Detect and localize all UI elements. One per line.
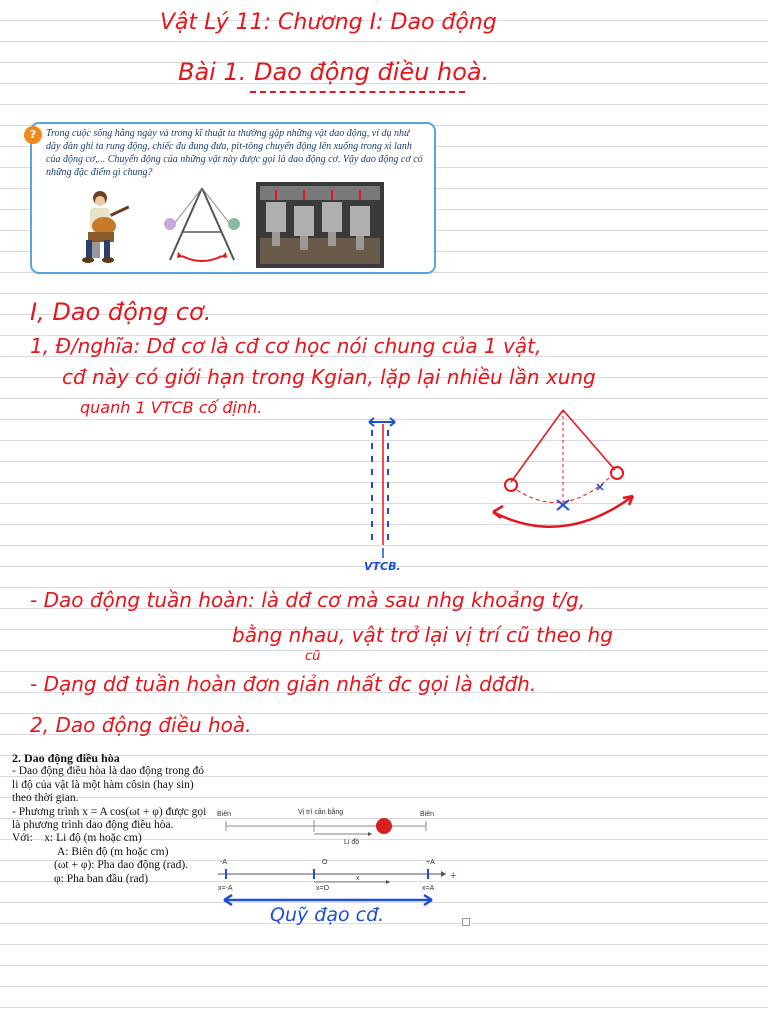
definition-line-2: cđ này có giới hạn trong Kgian, lặp lại nhiều lần xung: [62, 365, 596, 389]
engine-image: [256, 182, 384, 268]
svg-text:+: +: [450, 870, 457, 882]
diagram-bien-right: Biên: [420, 811, 435, 818]
guitarist-image: [66, 186, 132, 264]
string-oscillation-drawing: [355, 410, 405, 580]
diagram-x-zero: x=O: [316, 885, 330, 892]
section-2-heading: 2, Dao động điều hoà.: [30, 713, 252, 737]
periodic-line-2: bằng nhau, vật trở lại vị trí cũ theo hg: [232, 623, 613, 647]
swing-image: [152, 184, 252, 266]
diagram-li-do: Li độ: [344, 839, 360, 846]
intro-box: [30, 122, 436, 274]
lesson-underline: [250, 91, 465, 93]
diagram-x-a: x=A: [422, 885, 435, 892]
printed-equation: - Phương trình x = A cos(ωt + φ) được gọi là phương trình dao động điều hòa.: [12, 805, 207, 832]
printed-with: Với:: [12, 832, 33, 845]
definition-line-1: 1, Đ/nghĩa: Dđ cơ là cđ cơ học nói chung của 1 vật,: [30, 334, 542, 358]
diagram-x-minus-a: x=-A: [218, 885, 233, 892]
diagram-x: x: [356, 875, 360, 882]
printed-excerpt: [12, 752, 210, 886]
vtcb-label: VTCB.: [364, 560, 401, 573]
diagram-zero: O: [322, 859, 328, 866]
intro-text: Trong cuộc sống hằng ngày và trong kĩ thuật ta thường gặp những vật dao động, ví dụ như dây đàn ghi ta rung động, chiếc đu đung đưa, pit-tông chuyển động lên xuống trong xi lanh của động cơ,... Chuyển động của những vật này được gọi là dao động cơ. Vậy dao động cơ có những đặc điểm gì chung?: [46, 128, 423, 178]
diagram-plus-a: +A: [426, 859, 435, 866]
periodic-line-3: cũ: [305, 649, 321, 664]
section-1-heading: I, Dao động cơ.: [30, 298, 212, 326]
notes-title: Vật Lý 11: Chương I: Dao động: [160, 10, 497, 35]
printed-phi-definition: φ: Pha ban đầu (rad): [54, 872, 149, 885]
lesson-title: Bài 1. Dao động điều hoà.: [178, 58, 490, 86]
trajectory-label: Quỹ đạo cđ.: [270, 904, 385, 926]
simplest-form-line: - Dạng dđ tuần hoàn đơn giản nhất đc gọi là dđđh.: [30, 672, 537, 696]
definition-line-3: quanh 1 VTCB cố định.: [80, 398, 263, 417]
diagram-minus-a: -A: [220, 859, 227, 866]
printed-phase-definition: (ωt + φ): Pha dao động (rad).: [54, 859, 189, 872]
pendulum-drawing: [485, 408, 640, 533]
printed-x-definition: x: Li độ (m hoặc cm): [44, 832, 142, 845]
printed-heading: 2. Dao động điều hòa: [12, 751, 120, 765]
printed-a-definition: A: Biên độ (m hoặc cm): [57, 845, 169, 858]
question-icon: ?: [24, 126, 42, 144]
diagram-bien-left: Biên: [217, 811, 232, 818]
diagram-vtcb-label: Vị trí cân bằng: [298, 809, 344, 816]
oscillation-axis-diagram: [214, 800, 464, 910]
periodic-line-1: - Dao động tuần hoàn: là dđ cơ mà sau nhg khoảng t/g,: [30, 588, 586, 612]
resize-handle[interactable]: [462, 918, 470, 926]
printed-definition: - Dao động điều hòa là dao động trong đó li độ của vật là một hàm côsin (hay sin) theo thời gian.: [12, 765, 204, 805]
